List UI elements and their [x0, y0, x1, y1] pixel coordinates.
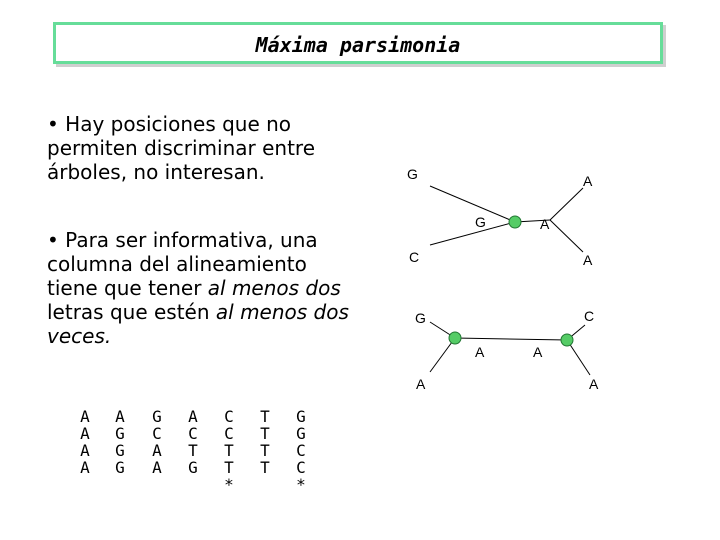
alignment-cell: A: [152, 441, 162, 460]
alignment-cell: G: [115, 458, 125, 477]
bullet-2-italic2: al menos dos veces.: [47, 300, 349, 348]
alignment-cell: G: [296, 424, 306, 443]
tree1-leaf-bottom-right: A: [583, 252, 593, 268]
tree2-internal-label-left: A: [475, 344, 485, 360]
tree1-internal-label-right: A: [540, 216, 550, 232]
informative-marker: *: [296, 475, 306, 494]
tree1-edge: [430, 186, 515, 222]
alignment-cell: A: [188, 407, 198, 426]
alignment-cell: A: [80, 407, 90, 426]
tree2-leaf-top-left: G: [415, 310, 426, 326]
tree1-edge: [550, 220, 583, 252]
alignment-cell: A: [152, 458, 162, 477]
tree2-leaf-bottom-right: A: [589, 376, 599, 392]
alignment-cell: T: [188, 441, 198, 460]
tree2-leaf-top-right: C: [584, 308, 595, 324]
alignment-cell: T: [224, 441, 234, 460]
alignment-cell: A: [80, 424, 90, 443]
alignment-cell: T: [260, 407, 270, 426]
bullet-1: • Hay posiciones que no permiten discriminar entre árboles, no interesan.: [47, 112, 315, 184]
alignment-cell: G: [188, 458, 198, 477]
alignment-cell: T: [260, 424, 270, 443]
tree2-internal-node-left: [449, 332, 461, 344]
tree2-edge: [455, 338, 567, 340]
tree1-internal-node: [509, 216, 521, 228]
tree1-leaf-top-left: G: [407, 166, 418, 182]
bullet-2-part2: letras que estén: [47, 300, 216, 324]
page-title: Máxima parsimonia: [255, 33, 461, 57]
alignment-cell: A: [80, 441, 90, 460]
alignment-cell: G: [152, 407, 162, 426]
tree-1: [407, 166, 593, 268]
alignment-cell: C: [224, 424, 234, 443]
bullet-2-part1: • Para ser informativa, una columna del alineamiento tiene que tener: [47, 228, 318, 300]
alignment-cell: A: [115, 407, 125, 426]
tree1-leaf-top-right: A: [583, 173, 593, 189]
tree-2: [415, 308, 599, 392]
alignment-cell: T: [224, 458, 234, 477]
tree1-edge: [550, 188, 583, 220]
alignment-cell: A: [80, 458, 90, 477]
tree2-internal-label-right: A: [533, 344, 543, 360]
tree1-edge: [430, 222, 515, 245]
alignment-cell: G: [115, 424, 125, 443]
informative-marker: *: [224, 475, 234, 494]
alignment-cell: G: [296, 407, 306, 426]
alignment-cell: C: [152, 424, 162, 443]
alignment-cell: T: [260, 441, 270, 460]
alignment-cell: C: [224, 407, 234, 426]
tree2-leaf-bottom-left: A: [416, 376, 426, 392]
bullet-2-italic1: al menos dos: [207, 276, 341, 300]
tree1-internal-label-left: G: [475, 214, 486, 230]
tree2-internal-node-right: [561, 334, 573, 346]
alignment-cell: C: [296, 458, 306, 477]
alignment-cell: G: [115, 441, 125, 460]
alignment-cell: C: [188, 424, 198, 443]
alignment-cell: C: [296, 441, 306, 460]
alignment-cell: T: [260, 458, 270, 477]
tree1-leaf-bottom-left: C: [409, 249, 420, 265]
